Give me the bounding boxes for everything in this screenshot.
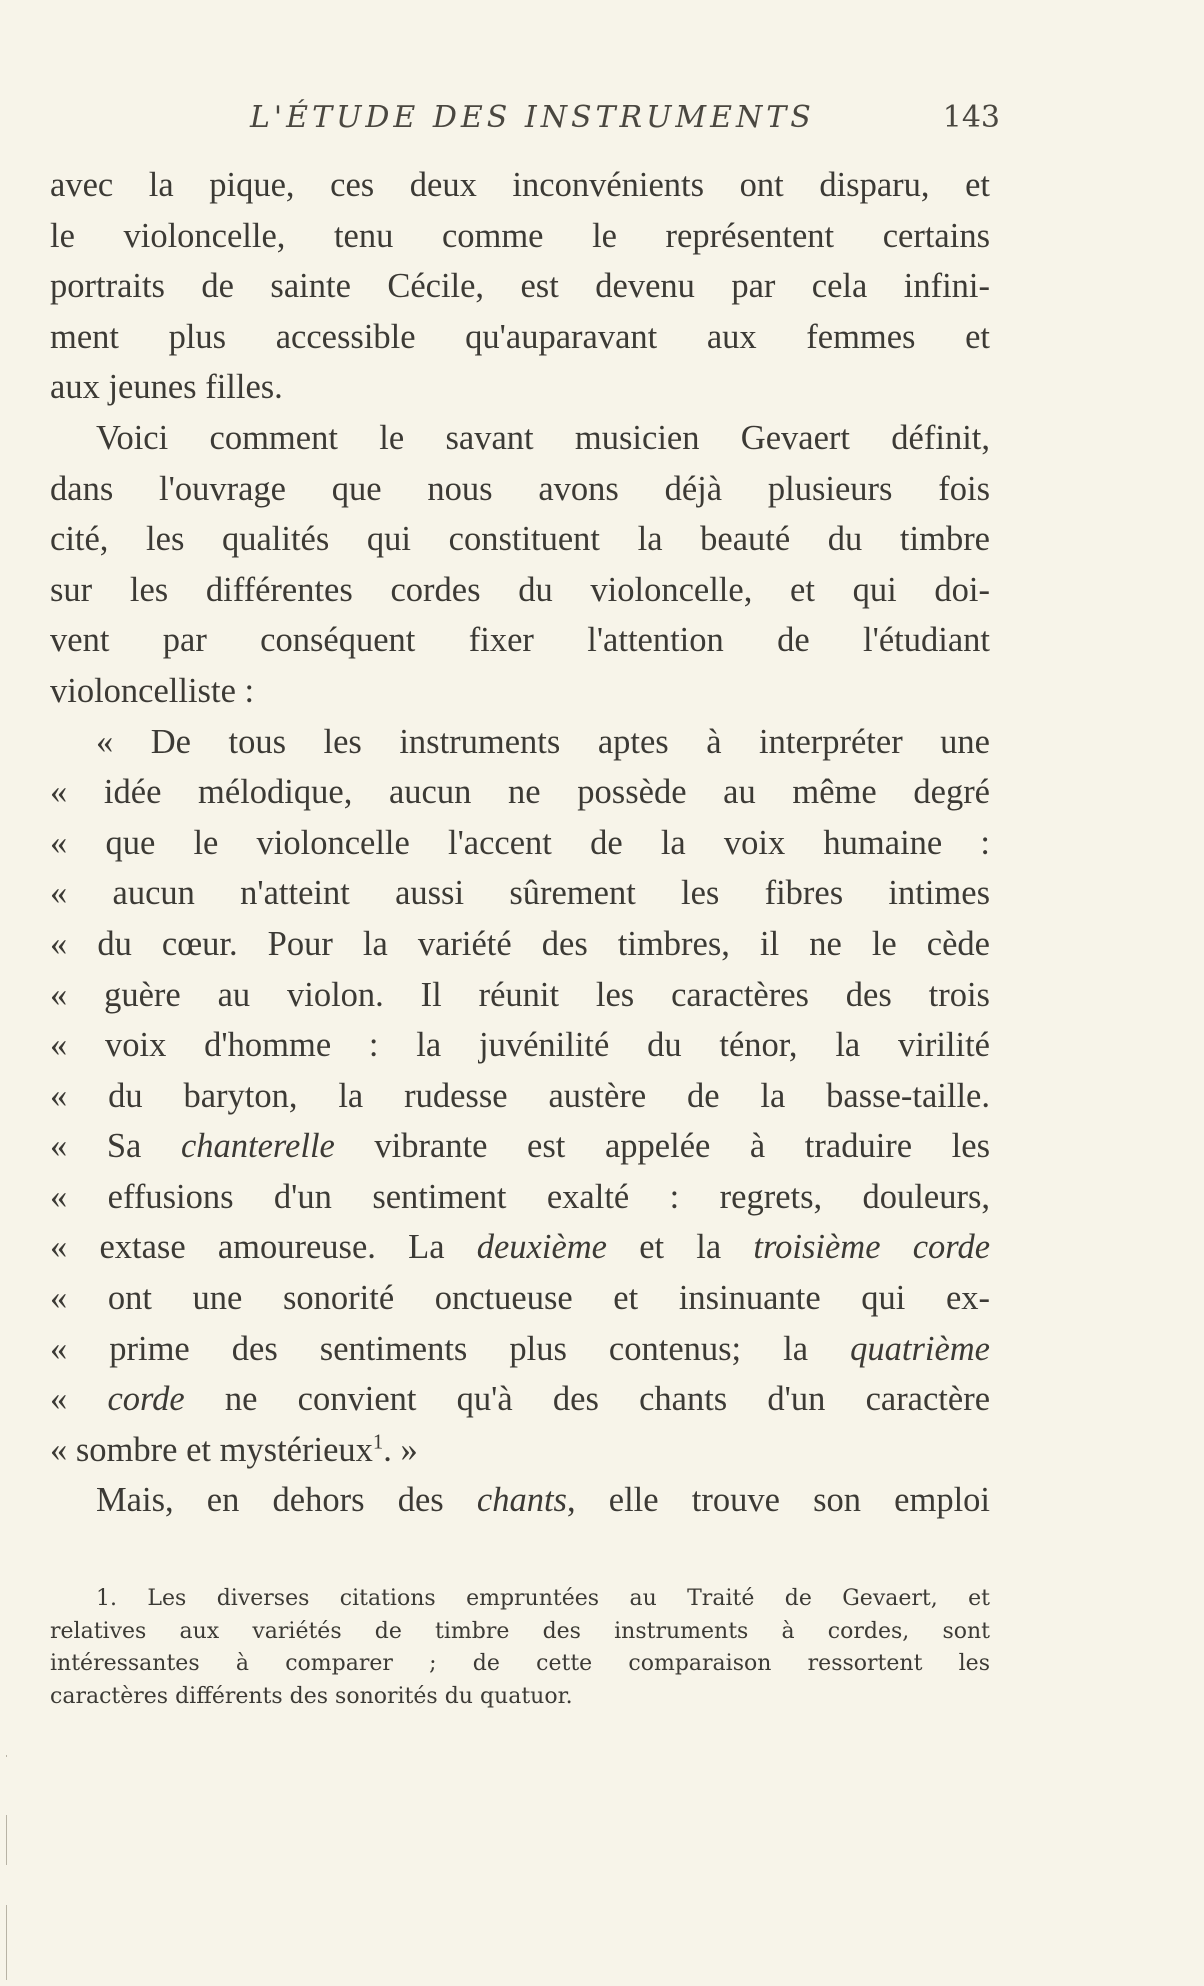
text-line: Voici comment le savant musicien Gevaert définit, bbox=[96, 418, 990, 457]
text-run: . » bbox=[383, 1430, 418, 1469]
footnote-line: intéressantes à comparer ; de cette comparaison ressortent les bbox=[50, 1651, 990, 1676]
quote-line: « De tous les instruments aptes à interpréter une bbox=[96, 722, 990, 761]
quote-line: « effusions d'un sentiment exalté : regrets, douleurs, bbox=[50, 1177, 990, 1216]
text-line: dans l'ouvrage que nous avons déjà plusieurs fois bbox=[50, 469, 990, 508]
text-run: « extase amoureuse. La bbox=[50, 1228, 477, 1267]
page-number: 143 bbox=[942, 100, 1000, 135]
scan-mark bbox=[6, 1905, 7, 1980]
text-line: sur les différentes cordes du violoncelle, et qui doi- bbox=[50, 570, 990, 609]
italic-term: chants bbox=[476, 1481, 567, 1520]
italic-term: chanterelle bbox=[180, 1127, 335, 1166]
text-run: Mais, en dehors des bbox=[96, 1481, 477, 1520]
text-line: aux jeunes filles. bbox=[50, 368, 283, 407]
footnotes bbox=[50, 1583, 990, 1713]
footnote-line: 1. Les diverses citations empruntées au Traité de Gevaert, et bbox=[96, 1586, 990, 1611]
italic-term: deuxième bbox=[476, 1228, 607, 1267]
page-header bbox=[250, 100, 1000, 140]
quote-line: « guère au violon. Il réunit les caractères des trois bbox=[50, 975, 990, 1014]
text-run: vibrante est appelée à traduire les bbox=[334, 1127, 990, 1166]
quote-line: « du cœur. Pour la variété des timbres, il ne le cède bbox=[50, 924, 990, 963]
text-line: cité, les qualités qui constituent la beauté du timbre bbox=[50, 520, 990, 559]
quote-line bbox=[50, 1374, 990, 1425]
text-line: ment plus accessible qu'auparavant aux femmes et bbox=[50, 317, 990, 356]
text-line: vent par conséquent fixer l'attention de l'étudiant bbox=[50, 621, 990, 660]
text-run: ne convient qu'à des chants d'un caractère bbox=[184, 1380, 991, 1419]
text-run: , elle trouve son emploi bbox=[566, 1481, 990, 1520]
footnote-line: caractères différents des sonorités du quatuor. bbox=[50, 1683, 573, 1709]
scan-mark bbox=[6, 1755, 7, 1757]
quote-line bbox=[50, 1222, 990, 1273]
quote-line: « ont une sonorité onctueuse et insinuante qui ex- bbox=[50, 1279, 990, 1318]
running-title: L'ÉTUDE DES INSTRUMENTS bbox=[250, 100, 815, 135]
quote-line: « voix d'homme : la juvénilité du ténor, la virilité bbox=[50, 1026, 990, 1065]
quote-line bbox=[50, 1121, 990, 1172]
footnote-ref: 1 bbox=[372, 1431, 384, 1454]
quote-line: « du baryton, la rudesse austère de la basse-taille. bbox=[50, 1076, 990, 1115]
footnote-line: relatives aux variétés de timbre des instruments à cordes, sont bbox=[50, 1618, 990, 1644]
quote-line: « que le violoncelle l'accent de la voix humaine : bbox=[50, 823, 990, 862]
quote-line: « aucun n'atteint aussi sûrement les fibres intimes bbox=[50, 874, 990, 913]
quote-line bbox=[50, 1425, 990, 1476]
quote-line: « idée mélodique, aucun ne possède au même degré bbox=[50, 773, 990, 812]
scan-mark bbox=[6, 1815, 7, 1865]
text-run: « Sa bbox=[50, 1127, 181, 1166]
text-run: « sombre et mystérieux bbox=[50, 1430, 373, 1469]
italic-term: corde bbox=[107, 1380, 185, 1419]
text-line: le violoncelle, tenu comme le représentent certains bbox=[50, 216, 990, 255]
text-run: et la bbox=[607, 1228, 754, 1267]
text-line: avec la pique, ces deux inconvénients ont disparu, et bbox=[50, 166, 990, 204]
text-line bbox=[50, 1475, 990, 1526]
italic-term: quatrième bbox=[850, 1329, 990, 1368]
text-line: violoncelliste : bbox=[50, 671, 255, 710]
text-run: « bbox=[50, 1380, 108, 1419]
quote-line bbox=[50, 1324, 990, 1375]
text-line: portraits de sainte Cécile, est devenu par cela infini- bbox=[50, 267, 990, 306]
text-run: « prime des sentiments plus contenus; la bbox=[50, 1329, 851, 1368]
body-text bbox=[50, 160, 990, 1526]
italic-term: troisième corde bbox=[753, 1228, 991, 1267]
